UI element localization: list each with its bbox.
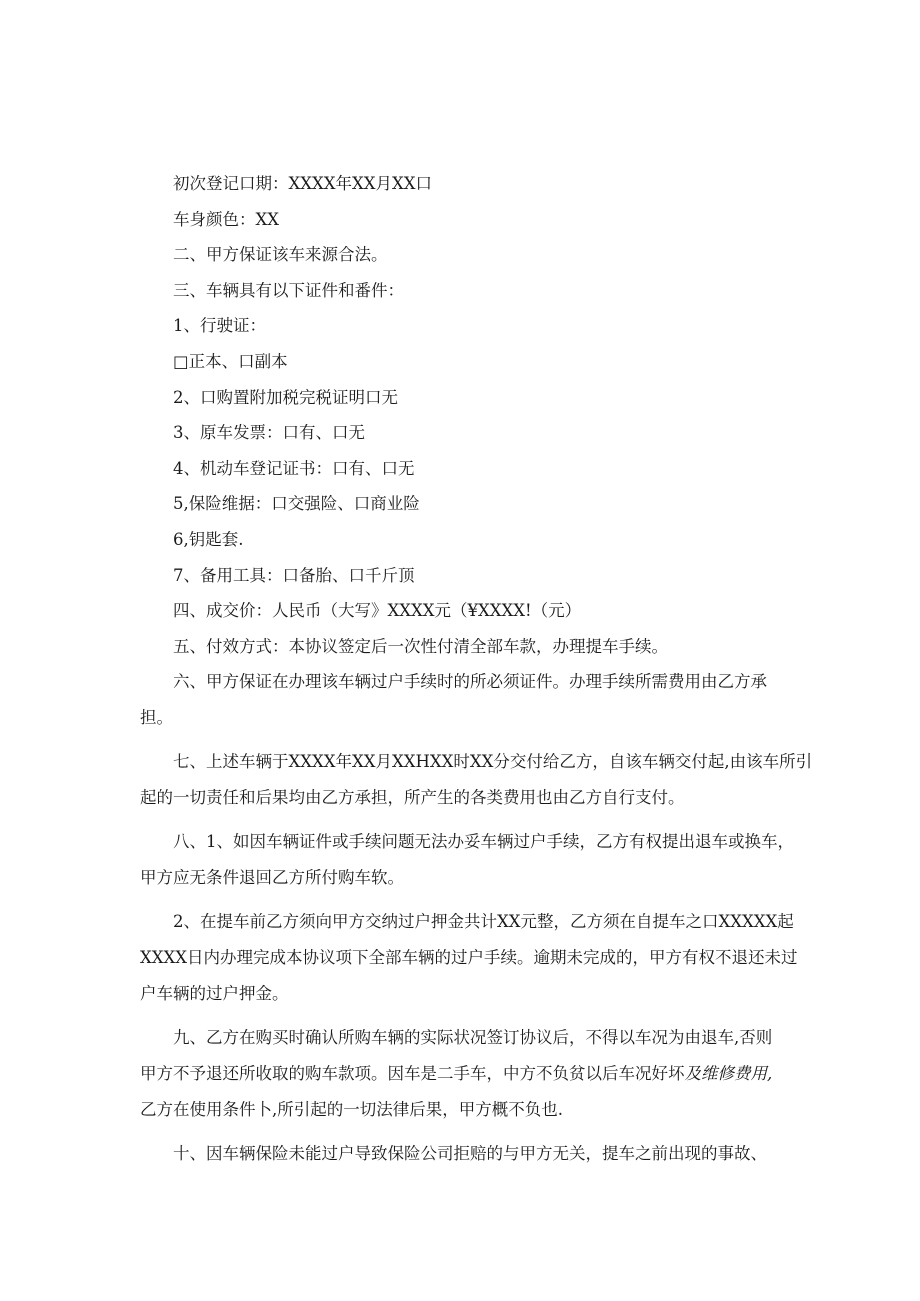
paragraph-line: 六、甲方保证在办理该车辆过户手续时的所必须证件。办理手续所需费用由乙方承 [173,672,767,692]
paragraph-seven [140,744,813,816]
paragraph-line [140,1056,793,1092]
paragraph-line: 甲方应无条件退回乙方所付购车软。 [140,868,404,888]
text-line: 二、甲方保证该车来源合法。 [173,245,388,265]
text-line: 2、口购置附加税完税证明口无 [173,387,398,407]
paragraph-line: 九、乙方在购买时确认所购车辆的实际状况签订协议后，不得以车况为由退车,否则 [173,1028,773,1048]
paragraph-line: 2、在提车前乙方须向甲方交纳过户押金共计XX元整，乙方须在自提车之口XXXXX起 [173,912,794,932]
text-line: 7、备用工具：口备胎、口千斤顶 [173,565,415,585]
paragraph-eight-two [140,904,798,1012]
paragraph-line: 乙方在使用条件卜,所引起的一切法律后果，甲方概不负也. [140,1100,563,1120]
paragraph-nine [140,1020,793,1128]
paragraph-six [140,664,793,736]
text-line: 6,钥匙套. [173,529,244,549]
paragraph-line: 八、1、如因车辆证件或手续问题无法办妥车辆过户手续，乙方有权提出退车或换车， [173,832,794,852]
italic-text: 及维修费用, [684,1064,773,1084]
paragraph-line: 户车辆的过户押金。 [140,984,289,1004]
text-line: 1、行驶证： [173,316,266,336]
text-line: 4、机动车登记证书：口有、口无 [173,458,415,478]
paragraph-eight [140,824,794,896]
paragraph-line: 起的一切责任和后果均由乙方承担，所产生的各类费用也由乙方自行支付。 [140,788,685,808]
text-line: 五、付效方式：本协议签定后一次性付清全部车款，办理提车手续。 [173,636,668,656]
text-line: 初次登记口期：XXXX年XX月XX口 [173,174,432,193]
paragraph-line: 七、上述车辆于XXXX年XX月XXHXX时XX分交付给乙方，自该车辆交付起,由该车所引 [173,752,813,772]
document-body [140,166,813,1172]
paragraph-text: 甲方不予退还所收取的购车款项。因车是二手车，中方不负贫以后车况好坏 [140,1064,685,1084]
text-line: 5,保险维据：口交强险、口商业险 [173,494,420,514]
paragraph-line: XXXX日内办理完成本协议项下全部车辆的过户手续。逾期未完成的，甲方有权不退还未过 [140,948,798,968]
text-line: 三、车辆具有以下证件和番件： [173,280,404,300]
paragraph-line: 十、因车辆保险未能过户导致保险公司拒赔的与甲方无关，提车之前出现的事故、 [173,1144,767,1164]
paragraph-line: 担。 [140,708,173,728]
text-line: 车身颜色：XX [173,209,279,229]
paragraph-ten [173,1136,793,1172]
text-line: 四、成交价：人民币（大写》XXXX元（¥XXXX!（元） [173,601,582,621]
text-line: □正本、口副本 [173,351,288,371]
text-line: 3、原车发票：口有、口无 [173,423,365,443]
